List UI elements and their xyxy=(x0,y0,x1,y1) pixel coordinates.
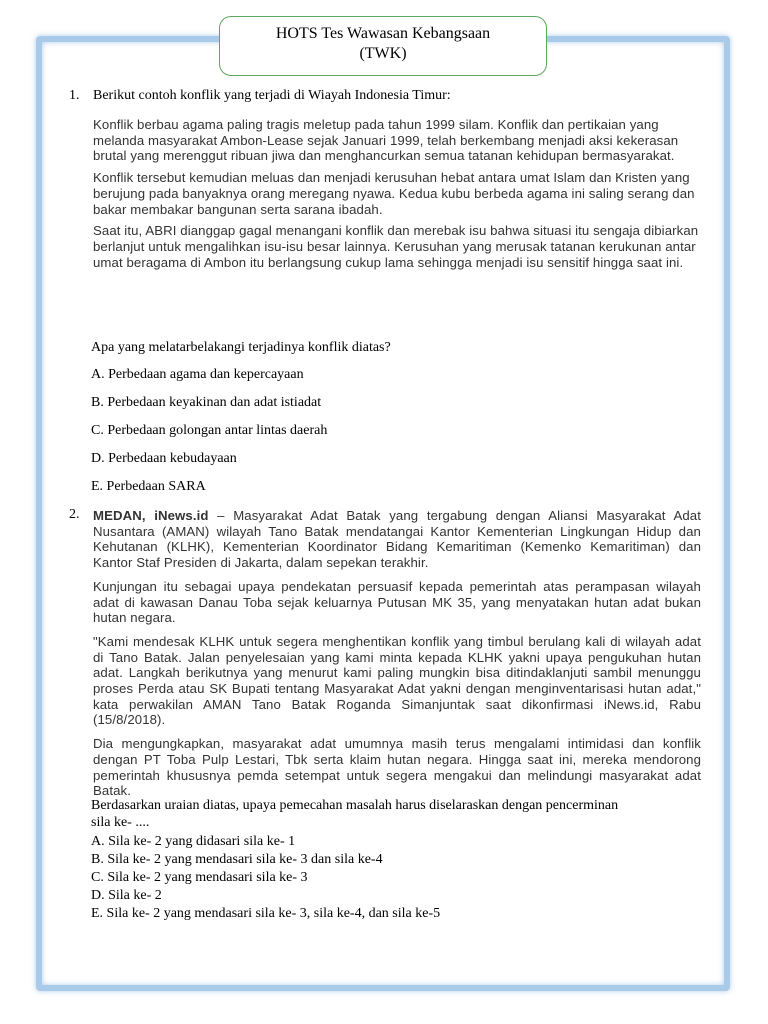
question-1-prompt: Apa yang melatarbelakangi terjadinya konflik diatas? xyxy=(91,340,391,355)
q1-option-e[interactable]: E. Perbedaan SARA xyxy=(91,479,206,494)
q2-option-e[interactable]: E. Sila ke- 2 yang mendasari sila ke- 3, sila ke-4, dan sila ke-5 xyxy=(91,906,441,921)
q2-passage-lead: MEDAN, iNews.id xyxy=(93,508,209,523)
title-line-1: HOTS Tes Wawasan Kebangsaan xyxy=(275,25,491,42)
question-2-passage xyxy=(93,508,701,807)
question-2-number: 2. xyxy=(69,507,80,522)
q2-option-b[interactable]: B. Sila ke- 2 yang mendasari sila ke- 3 dan sila ke-4 xyxy=(91,852,383,867)
q2-passage-paragraph: "Kami mendesak KLHK untuk segera menghentikan konflik yang timbul berulang kali di wilayah adat di Tano Batak. Jalan penyelesaian yang kami minta kepada KLHK yakni upaya pengukuhan hutan adat. Langkah berikutnya yang menurut kami paling mungkin bisa ditindaklanjuti sambil menunggu proses Perda atau SK Bupati tentang Masyarakat Adat yakni dengan menginventarisasi hutan adat," kata perwakilan AMAN Tano Batak Roganda Simanjuntak saat dikonfirmasi iNews.id, Rabu (15/8/2018). xyxy=(93,633,701,728)
title-line-2: (TWK) xyxy=(359,45,407,62)
question-1-passage xyxy=(93,117,705,276)
q1-passage-paragraph: Saat itu, ABRI dianggap gagal menangani konflik dan merebak isu bahwa situasi itu sengaja dibiarkan berlanjut untuk mengalihkan isu-isu besar lainnya. Kerusuhan yang merusak tatanan kerukunan antar umat beragama di Ambon itu berlangsung cukup lama sehingga menjadi isu sensitif hingga saat ini. xyxy=(93,223,699,270)
question-2-prompt-line-2: sila ke- .... xyxy=(91,815,150,830)
q1-option-a[interactable]: A. Perbedaan agama dan kepercayaan xyxy=(91,367,304,382)
q2-option-d[interactable]: D. Sila ke- 2 xyxy=(91,888,162,903)
question-1-intro: Berikut contoh konflik yang terjadi di Wiayah Indonesia Timur: xyxy=(93,88,451,103)
q1-passage-paragraph: Konflik tersebut kemudian meluas dan menjadi kerusuhan hebat antara umat Islam dan Kristen yang berujung pada banyaknya orang meregang nyawa. Kedua kubu berbeda agama ini saling serang dan bakar membakar bangunan serta sarana ibadah. xyxy=(93,170,695,217)
q2-passage-paragraph: Kunjungan itu sebagai upaya pendekatan persuasif kepada pemerintah atas perampasan wilayah adat di kawasan Danau Toba sejak keluarnya Putusan MK 35, yang menyatakan hutan adat bukan hutan negara. xyxy=(93,578,701,626)
title-box xyxy=(219,16,547,76)
question-2-prompt-line-1: Berdasarkan uraian diatas, upaya pemecahan masalah harus diselaraskan dengan pencerminan xyxy=(91,798,619,813)
q2-passage-paragraph: Dia mengungkapkan, masyarakat adat umumnya masih terus mengalami intimidasi dan konflik dengan PT Toba Pulp Lestari, Tbk serta klaim hutan negara. Hingga saat ini, mereka mendorong pemerintah khususnya pemda setempat untuk segera mengakui dan melindungi masyarakat adat Batak. xyxy=(93,736,701,799)
q2-option-c[interactable]: C. Sila ke- 2 yang mendasari sila ke- 3 xyxy=(91,870,308,885)
question-2-prompt xyxy=(91,797,711,831)
q1-passage-paragraph: Konflik berbau agama paling tragis meletup pada tahun 1999 silam. Konflik dan pertikaian yang melanda masyarakat Ambon-Lease sejak Januari 1999, telah berkembang menjadi aksi kekerasan brutal yang merenggut ribuan jiwa dan menghancurkan semua tatanan kehidupan bermasyarakat. xyxy=(93,117,679,164)
question-1-number: 1. xyxy=(69,88,80,103)
q2-passage-lead-rest: – Masyarakat Adat Batak yang tergabung dengan Aliansi Masyarakat Adat Nusantara (AMAN) wilayah Tano Batak mendatangai Kantor Kementerian Lingkungan Hidup dan Kehutanan (KLHK), Kementerian Koordinator Bidang Kemaritiman (Kemenko Kemaritiman) dan Kantor Staf Presiden di Jakarta, dalam sepekan terakhir. xyxy=(93,508,701,571)
q1-option-c[interactable]: C. Perbedaan golongan antar lintas daerah xyxy=(91,423,328,438)
q2-passage-paragraph xyxy=(93,508,701,571)
q1-option-b[interactable]: B. Perbedaan keyakinan dan adat istiadat xyxy=(91,395,322,410)
q1-option-d[interactable]: D. Perbedaan kebudayaan xyxy=(91,451,237,466)
q2-option-a[interactable]: A. Sila ke- 2 yang didasari sila ke- 1 xyxy=(91,834,296,849)
